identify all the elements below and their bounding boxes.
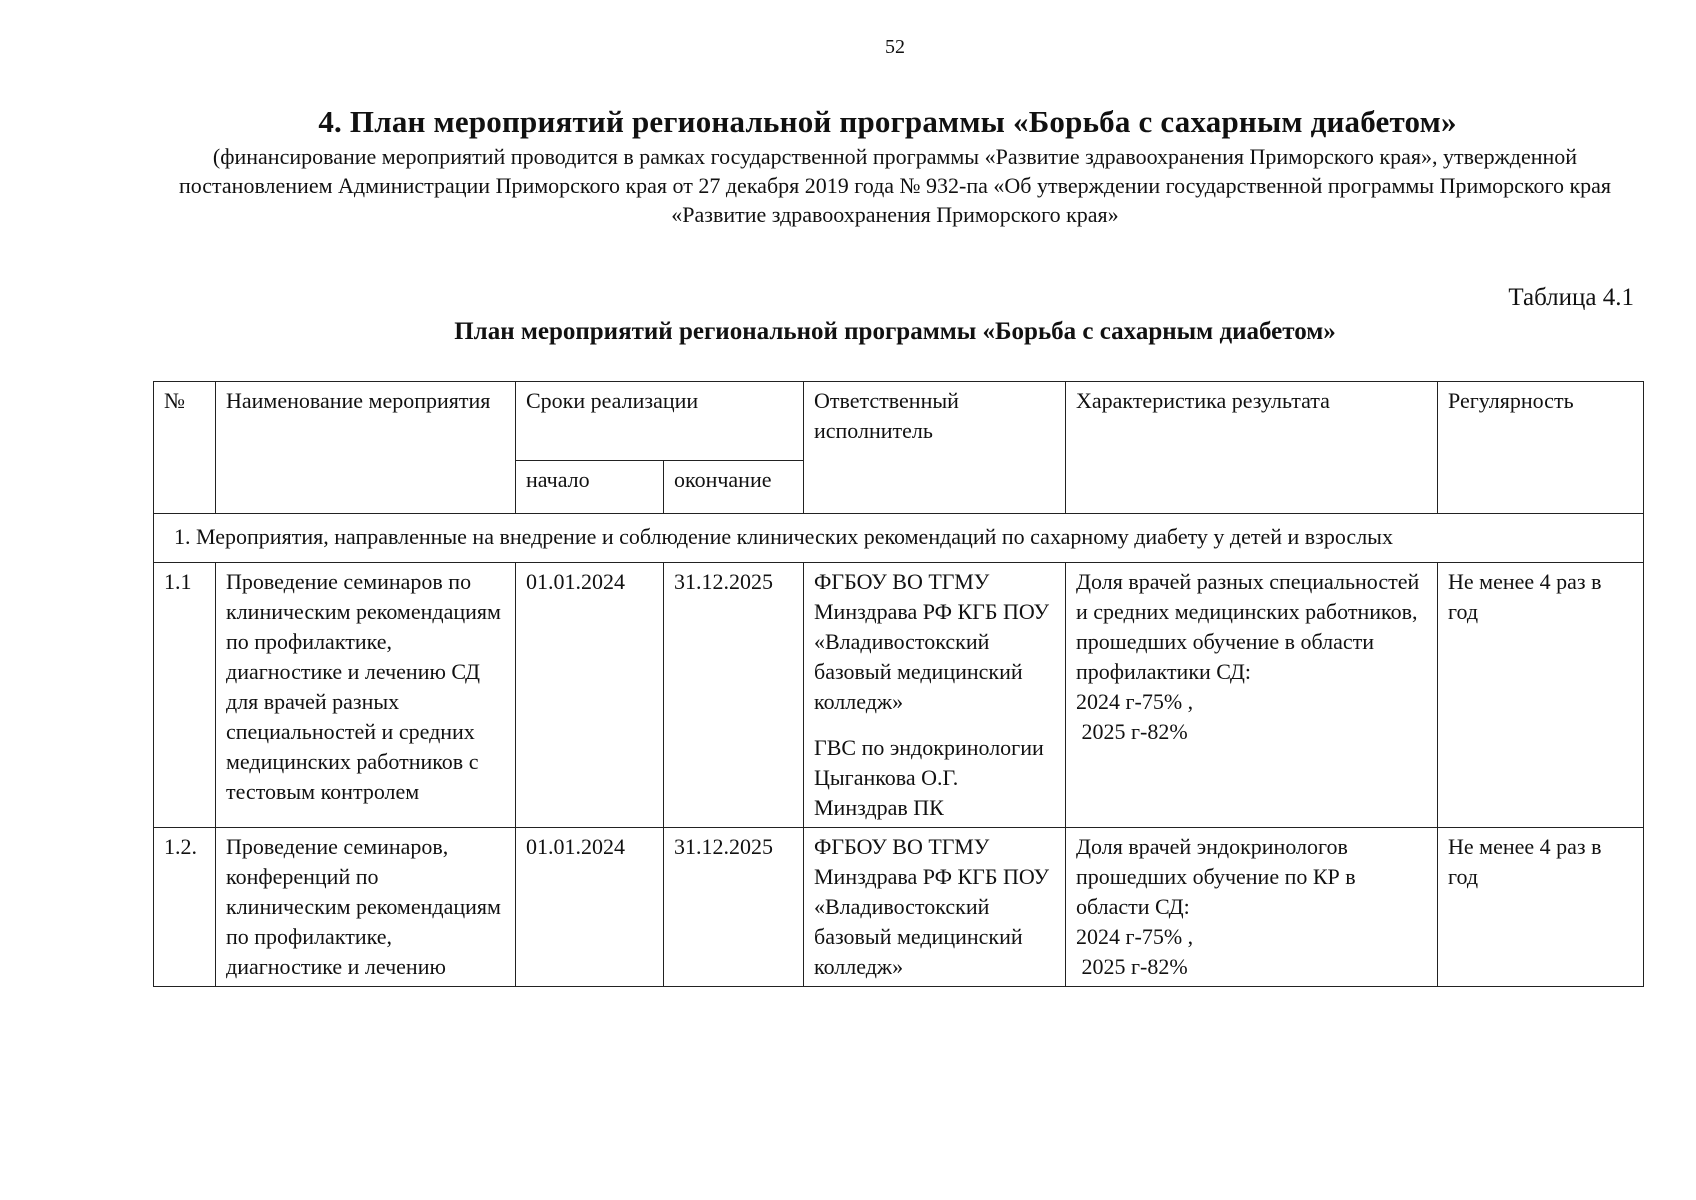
header-responsible: Ответственный исполнитель bbox=[804, 382, 1066, 514]
header-regularity: Регулярность bbox=[1438, 382, 1644, 514]
result-line: 2024 г-75% , bbox=[1076, 924, 1194, 949]
result-line: Доля врачей разных специальностей и средних медицинских работников, прошедших обучение в области профилактики СД: bbox=[1076, 569, 1420, 684]
row-num: 1.2. bbox=[154, 828, 216, 987]
row-start: 01.01.2024 bbox=[516, 563, 664, 828]
row-num: 1.1 bbox=[154, 563, 216, 828]
header-period: Сроки реализации bbox=[516, 382, 804, 461]
row-responsible bbox=[804, 563, 1066, 828]
row-end: 31.12.2025 bbox=[664, 563, 804, 828]
row-name: Проведение семинаров, конференций по клиническим рекомендациям по профилактике, диагностике и лечению bbox=[216, 828, 516, 987]
result-line: 2024 г-75% , bbox=[1076, 689, 1194, 714]
section-title: 4. План мероприятий региональной программы «Борьба с сахарным диабетом» bbox=[318, 104, 1457, 139]
header-num: № bbox=[154, 382, 216, 514]
section-subtitle: (финансирование мероприятий проводится в рамках государственной программы «Развитие здравоохранения Приморского края», утвержденной постановлением Администрации Приморского края от 27 декабря 2019 года № 932-па «Об утверждении государственной программы Приморского края «Развитие здравоохранения Приморского края» bbox=[178, 144, 1612, 227]
table-row bbox=[154, 828, 1644, 987]
result-line: Доля врачей эндокринологов прошедших обучение по КР в области СД: bbox=[1076, 834, 1356, 919]
plan-table bbox=[153, 381, 1644, 987]
result-line: 2025 г-82% bbox=[1076, 719, 1188, 744]
header-result: Характеристика результата bbox=[1066, 382, 1438, 514]
row-regularity: Не менее 4 раз в год bbox=[1438, 563, 1644, 828]
section-row: 1. Мероприятия, направленные на внедрение и соблюдение клинических рекомендаций по сахарному диабету у детей и взрослых bbox=[154, 514, 1644, 563]
page-number: 52 bbox=[885, 36, 905, 58]
row-name: Проведение семинаров по клиническим рекомендациям по профилактике, диагностике и лечению СД для врачей разных специальностей и средних медицинских работников с тестовым контролем bbox=[216, 563, 516, 828]
header-start: начало bbox=[516, 461, 664, 514]
row-regularity: Не менее 4 раз в год bbox=[1438, 828, 1644, 987]
row-result bbox=[1066, 563, 1438, 828]
table-title: План мероприятий региональной программы «Борьба с сахарным диабетом» bbox=[454, 318, 1336, 345]
table-row bbox=[154, 563, 1644, 828]
result-line: 2025 г-82% bbox=[1076, 954, 1188, 979]
header-end: окончание bbox=[664, 461, 804, 514]
responsible-primary: ФГБОУ ВО ТГМУ Минздрава РФ КГБ ПОУ «Владивостокский базовый медицинский колледж» bbox=[814, 569, 1050, 714]
row-end: 31.12.2025 bbox=[664, 828, 804, 987]
row-start: 01.01.2024 bbox=[516, 828, 664, 987]
responsible-secondary: ГВС по эндокринологии Цыганкова О.Г. Минздрав ПК bbox=[814, 735, 1044, 820]
row-result bbox=[1066, 828, 1438, 987]
table-number: Таблица 4.1 bbox=[1508, 284, 1634, 311]
header-name: Наименование мероприятия bbox=[216, 382, 516, 514]
row-responsible: ФГБОУ ВО ТГМУ Минздрава РФ КГБ ПОУ «Владивостокский базовый медицинский колледж» bbox=[804, 828, 1066, 987]
